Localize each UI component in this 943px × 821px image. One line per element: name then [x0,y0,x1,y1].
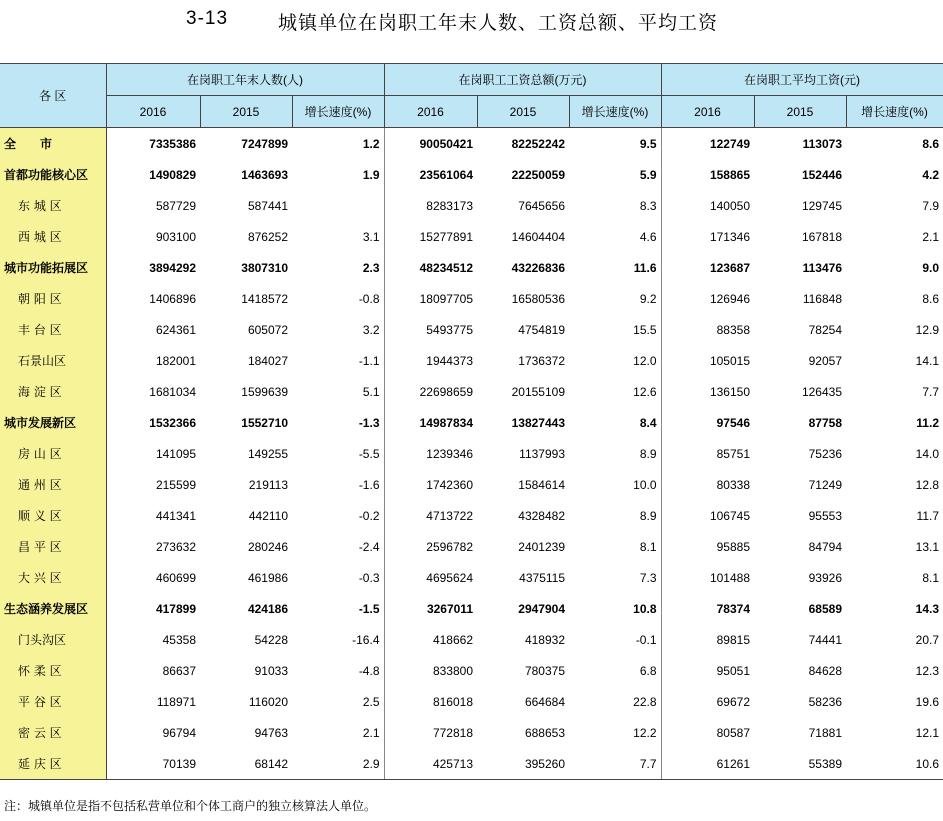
table-cell: 424186 [247,601,288,616]
table-cell: 441341 [155,508,196,523]
table-cell: -16.4 [292,624,384,655]
table-cell: 171346 [709,229,750,244]
table-cell: 442110 [248,508,288,523]
table-cell: -0.3 [292,562,384,593]
region-name: 昌 平 区 [0,531,106,562]
table-cell: 418932 [524,632,565,647]
table-cell: 16580536 [511,291,565,306]
table-cell: 280246 [247,539,288,554]
table-cell: 273632 [155,539,196,554]
page-title [0,6,943,34]
table-row [0,128,943,160]
table-cell: 8283173 [426,198,473,213]
table-cell: 167818 [801,229,842,244]
table-cell: 1532366 [149,415,196,430]
table-cell: 48234512 [419,260,473,275]
table-cell: 101488 [709,570,750,585]
table-cell: 1742360 [426,477,473,492]
table-cell: 68589 [808,601,842,616]
table-cell: 4.6 [569,221,661,252]
table-cell: 140050 [709,198,750,213]
table-cell: 2.1 [292,717,384,748]
table-cell: 12.0 [569,345,661,376]
table-cell: 85751 [716,446,750,461]
table-cell: 22.8 [569,686,661,717]
table-cell: -1.1 [292,345,384,376]
table-cell: 7247899 [241,136,288,151]
table-cell: 61261 [661,748,754,780]
table-cell: 1418572 [241,291,288,306]
table-cell: 113073 [802,136,842,151]
region-name: 延 庆 区 [0,748,106,780]
table-cell: 219113 [248,477,288,492]
region-name: 丰 台 区 [0,314,106,345]
table-cell: 8.6 [922,136,939,151]
table-cell: 84628 [808,663,842,678]
region-name: 西 城 区 [0,221,106,252]
table-cell: 8.9 [569,438,661,469]
region-header: 各 区 [0,64,106,128]
table-cell: 14604404 [511,229,565,244]
table-cell: 91033 [254,663,288,678]
table-cell: 15.5 [569,314,661,345]
table-cell: 54228 [254,632,288,647]
table-cell: 95051 [716,663,750,678]
table-cell: 182001 [155,353,196,368]
region-name: 大 兴 区 [0,562,106,593]
table-row [0,438,943,469]
table-cell: 780375 [524,663,565,678]
table-cell: 587729 [155,198,196,213]
region-name: 石景山区 [0,345,106,376]
table-cell: -0.2 [292,500,384,531]
group-header-total-wage: 在岗职工工资总额(万元) [384,64,661,96]
col-header-year-2016: 2016 [106,96,200,128]
table-cell: 7.7 [569,748,661,780]
table-cell: 97546 [716,415,750,430]
table-cell: 2401239 [518,539,565,554]
data-table [0,63,943,780]
table-cell: 70139 [106,748,200,780]
table-cell: 80587 [716,725,750,740]
col-header-year-2015: 2015 [477,96,569,128]
table-cell: -5.5 [292,438,384,469]
table-cell: 129745 [801,198,842,213]
table-cell: 3.1 [292,221,384,252]
table-row [0,159,943,190]
table-cell: 9.2 [569,283,661,314]
table-cell [292,190,384,221]
table-cell: 82252242 [511,136,565,151]
region-name: 房 山 区 [0,438,106,469]
table-cell: 78374 [716,601,750,616]
table-row [0,376,943,407]
table-cell: 2.1 [922,229,939,244]
table-cell: 149255 [247,446,288,461]
table-cell: 69672 [716,694,750,709]
table-cell: 126435 [801,384,842,399]
table-cell: 2596782 [426,539,473,554]
table-row [0,221,943,252]
table-cell: 7645656 [518,198,565,213]
table-cell: 158865 [709,167,750,182]
table-cell: 395260 [477,748,569,780]
table-cell: 10.0 [569,469,661,500]
table-cell: 15277891 [419,229,473,244]
region-name: 朝 阳 区 [0,283,106,314]
table-cell: 86637 [162,663,196,678]
table-cell: 93926 [808,570,842,585]
table-cell: 122749 [709,136,750,151]
table-cell: 5.9 [569,159,661,190]
table-cell: 4695624 [426,570,473,585]
group-header-avg-wage: 在岗职工平均工资(元) [661,64,943,96]
col-header-year-2015: 2015 [200,96,292,128]
table-cell: 116848 [802,291,842,306]
table-cell: 11.2 [916,415,939,430]
table-cell: 4754819 [518,322,565,337]
table-cell: 816018 [432,694,473,709]
table-cell: 78254 [808,322,842,337]
col-header-growth: 增长速度(%) [292,96,384,128]
table-cell: 11.7 [916,508,939,523]
region-name: 门头沟区 [0,624,106,655]
table-cell: 5.1 [292,376,384,407]
table-row [0,407,943,438]
table-cell: 215599 [155,477,196,492]
table-cell: 113476 [802,260,842,275]
table-row [0,190,943,221]
table-cell: 152446 [801,167,842,182]
table-cell: 8.3 [569,190,661,221]
table-cell: -0.8 [292,283,384,314]
table-cell: 461986 [247,570,288,585]
table-cell: 1406896 [149,291,196,306]
table-cell: 425713 [384,748,477,780]
table-cell: 58236 [808,694,842,709]
table-cell: -2.4 [292,531,384,562]
table-cell: 14.0 [915,446,939,461]
table-cell: 118971 [156,694,196,709]
table-cell: 2.9 [292,748,384,780]
table-row [0,283,943,314]
table-cell: 80338 [716,477,750,492]
table-cell: 18097705 [419,291,473,306]
table-cell: 3.2 [292,314,384,345]
table-row [0,562,943,593]
table-row [0,531,943,562]
table-cell: 1599639 [241,384,288,399]
table-cell: 19.6 [915,694,939,709]
table-cell: 1.9 [292,159,384,190]
col-header-year-2016: 2016 [661,96,754,128]
table-cell: 7335386 [149,136,196,151]
region-name: 顺 义 区 [0,500,106,531]
table-cell: 10.8 [569,593,661,624]
table-cell: 90050421 [419,136,473,151]
table-body [0,128,943,780]
region-name: 城市发展新区 [0,407,106,438]
table-cell: 903100 [155,229,196,244]
table-row [0,314,943,345]
footnote: 注：城镇单位是指不包括私营单位和个体工商户的独立核算法人单位。 [4,799,377,813]
table-cell: 12.6 [569,376,661,407]
table-cell: 4713722 [426,508,473,523]
table-row [0,252,943,283]
table-cell: 4375115 [519,570,565,585]
table-cell: 89815 [716,632,750,647]
region-name: 城市功能拓展区 [0,252,106,283]
table-cell: 96794 [162,725,196,740]
table-row [0,345,943,376]
table-cell: 587441 [247,198,288,213]
region-name: 通 州 区 [0,469,106,500]
table-cell: 1681034 [149,384,196,399]
table-cell: 4.2 [922,167,939,182]
table-cell: 68142 [200,748,292,780]
table-cell: 1239346 [426,446,473,461]
table-row [0,655,943,686]
table-cell: 2947904 [518,601,565,616]
region-name: 密 云 区 [0,717,106,748]
table-cell: 876252 [247,229,288,244]
table-cell: 14.1 [915,353,939,368]
table-cell: 20155109 [511,384,565,399]
table-cell: 84794 [808,539,842,554]
table-cell: 106745 [709,508,750,523]
table-cell: 126946 [709,291,750,306]
table-cell: 13827443 [511,415,565,430]
table-cell: 92057 [808,353,842,368]
table-cell: 71249 [808,477,842,492]
table-cell: 2.5 [292,686,384,717]
table-cell: 7.9 [922,198,939,213]
table-cell: 5493775 [426,322,473,337]
table-cell: 95885 [716,539,750,554]
table-cell: 23561064 [419,167,473,182]
table-cell: 184027 [247,353,288,368]
table-cell: 8.6 [922,291,939,306]
table-cell: 45358 [162,632,196,647]
table-cell: 1584614 [518,477,565,492]
table-cell: 1552710 [241,415,288,430]
table-cell: 8.4 [569,407,661,438]
table-cell: 9.0 [922,260,939,275]
table-cell: 13.1 [915,539,939,554]
table-cell: 4328482 [518,508,565,523]
table-cell: 12.3 [915,663,939,678]
table-cell: 105015 [709,353,750,368]
group-header-employees: 在岗职工年末人数(人) [106,64,384,96]
table-cell: 12.2 [569,717,661,748]
table-cell: -1.5 [292,593,384,624]
table-cell: 116020 [248,694,288,709]
table-cell: 95553 [808,508,842,523]
table-cell: 123687 [709,260,750,275]
table-cell: 3894292 [149,260,196,275]
region-name: 全 市 [0,128,106,160]
table-cell: 136150 [709,384,750,399]
table-cell: 6.8 [569,655,661,686]
table-cell: 74441 [808,632,842,647]
table-cell: 94763 [254,725,288,740]
table-cell: 141095 [155,446,196,461]
table-cell: 11.6 [569,252,661,283]
table-cell: 772818 [432,725,473,740]
table-cell: 688653 [524,725,565,740]
table-cell: 417899 [155,601,196,616]
table-cell: 1463693 [241,167,288,182]
table-cell: 71881 [808,725,842,740]
table-row [0,686,943,717]
table-cell: 460699 [155,570,196,585]
table-cell: 2.3 [292,252,384,283]
region-name: 平 谷 区 [0,686,106,717]
table-cell: 22698659 [419,384,473,399]
table-cell: 55389 [754,748,846,780]
table-cell: 1736372 [518,353,565,368]
table-cell: -4.8 [292,655,384,686]
table-cell: 664684 [524,694,565,709]
table-cell: 14.3 [915,601,939,616]
table-cell: 3267011 [426,601,473,616]
table-cell: 43226836 [511,260,565,275]
region-name: 首都功能核心区 [0,159,106,190]
col-header-year-2015: 2015 [754,96,846,128]
table-cell: 8.1 [922,570,939,585]
table-cell: 8.9 [569,500,661,531]
table-cell: 605072 [247,322,288,337]
table-row [0,469,943,500]
table-cell: 9.5 [569,128,661,160]
table-cell: 88358 [716,322,750,337]
region-name: 海 淀 区 [0,376,106,407]
table-cell: -0.1 [569,624,661,655]
table-row [0,624,943,655]
table-cell: 12.8 [915,477,939,492]
col-header-growth: 增长速度(%) [569,96,661,128]
table-cell: 418662 [432,632,473,647]
table-cell: 7.3 [569,562,661,593]
table-cell: 22250059 [511,167,565,182]
table-cell: 14987834 [419,415,473,430]
table-cell: -1.3 [292,407,384,438]
table-cell: 12.1 [915,725,939,740]
table-title: 城镇单位在岗职工年末人数、工资总额、平均工资 [278,12,719,34]
table-cell: 1.2 [292,128,384,160]
table-cell: 624361 [155,322,196,337]
table-cell: 1137993 [519,446,565,461]
table-cell: 1490829 [149,167,196,182]
table-row [0,500,943,531]
col-header-growth: 增长速度(%) [846,96,943,128]
region-name: 怀 柔 区 [0,655,106,686]
col-header-year-2016: 2016 [384,96,477,128]
table-cell: -1.6 [292,469,384,500]
table-cell: 10.6 [846,748,943,780]
table-cell: 7.7 [922,384,939,399]
table-row [0,717,943,748]
region-name: 东 城 区 [0,190,106,221]
table-cell: 3807310 [241,260,288,275]
table-cell: 833800 [432,663,473,678]
table-row [0,748,943,780]
table-cell: 20.7 [915,632,939,647]
table-cell: 1944373 [426,353,473,368]
table-cell: 75236 [808,446,842,461]
region-name: 生态涵养发展区 [0,593,106,624]
table-cell: 8.1 [569,531,661,562]
table-number: 3-13 [186,8,229,29]
table-cell: 12.9 [915,322,939,337]
table-row [0,593,943,624]
table-cell: 87758 [808,415,842,430]
